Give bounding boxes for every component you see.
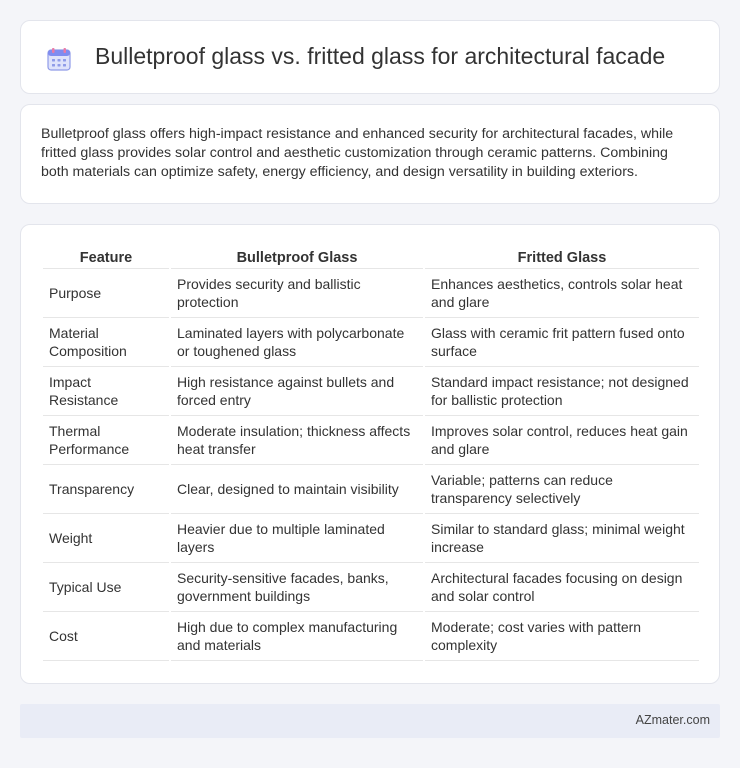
fritted-cell: Similar to standard glass; minimal weight increase [425, 514, 699, 563]
header-feature: Feature [43, 245, 169, 269]
footer-bar [20, 704, 720, 738]
feature-cell: Weight [43, 514, 169, 563]
fritted-cell: Standard impact resistance; not designed for ballistic protection [425, 367, 699, 416]
feature-cell: Impact Resistance [43, 367, 169, 416]
fritted-cell: Glass with ceramic frit pattern fused onto surface [425, 318, 699, 367]
table-row [43, 269, 699, 318]
intro-text: Bulletproof glass offers high-impact resistance and enhanced security for architectural facades, while fritted glass provides solar control and aesthetic customization through ceramic patterns. Combining both materials can optimize safety, energy efficiency, and design versatility in building exteriors. [41, 126, 674, 180]
bulletproof-cell: Moderate insulation; thickness affects heat transfer [171, 416, 423, 465]
fritted-cell: Enhances aesthetics, controls solar heat and glare [425, 269, 699, 318]
feature-cell: Material Composition [43, 318, 169, 367]
feature-cell: Cost [43, 612, 169, 661]
table-row [43, 416, 699, 465]
page-title: Bulletproof glass vs. fritted glass for architectural facade [95, 43, 666, 69]
fritted-cell: Improves solar control, reduces heat gain and glare [425, 416, 699, 465]
comparison-table [41, 245, 701, 661]
intro-card [20, 104, 720, 204]
table-row [43, 367, 699, 416]
header-bulletproof: Bulletproof Glass [171, 245, 423, 269]
footer-brand: AZmater.com [635, 713, 710, 727]
table-row [43, 514, 699, 563]
table-row [43, 318, 699, 367]
bulletproof-cell: High due to complex manufacturing and materials [171, 612, 423, 661]
table-header-row [43, 245, 699, 269]
table-row [43, 612, 699, 661]
bulletproof-cell: High resistance against bullets and forced entry [171, 367, 423, 416]
fritted-cell: Architectural facades focusing on design and solar control [425, 563, 699, 612]
bulletproof-cell: Heavier due to multiple laminated layers [171, 514, 423, 563]
fritted-cell: Moderate; cost varies with pattern complexity [425, 612, 699, 661]
bulletproof-cell: Security-sensitive facades, banks, government buildings [171, 563, 423, 612]
calendar-icon [46, 46, 72, 72]
fritted-cell: Variable; patterns can reduce transparency selectively [425, 465, 699, 514]
bulletproof-cell: Clear, designed to maintain visibility [171, 465, 423, 514]
comparison-card [20, 224, 720, 684]
table-row [43, 465, 699, 514]
feature-cell: Purpose [43, 269, 169, 318]
feature-cell: Thermal Performance [43, 416, 169, 465]
table-row [43, 563, 699, 612]
bulletproof-cell: Laminated layers with polycarbonate or toughened glass [171, 318, 423, 367]
feature-cell: Typical Use [43, 563, 169, 612]
header-fritted: Fritted Glass [425, 245, 699, 269]
bulletproof-cell: Provides security and ballistic protection [171, 269, 423, 318]
feature-cell: Transparency [43, 465, 169, 514]
title-card [20, 20, 720, 94]
